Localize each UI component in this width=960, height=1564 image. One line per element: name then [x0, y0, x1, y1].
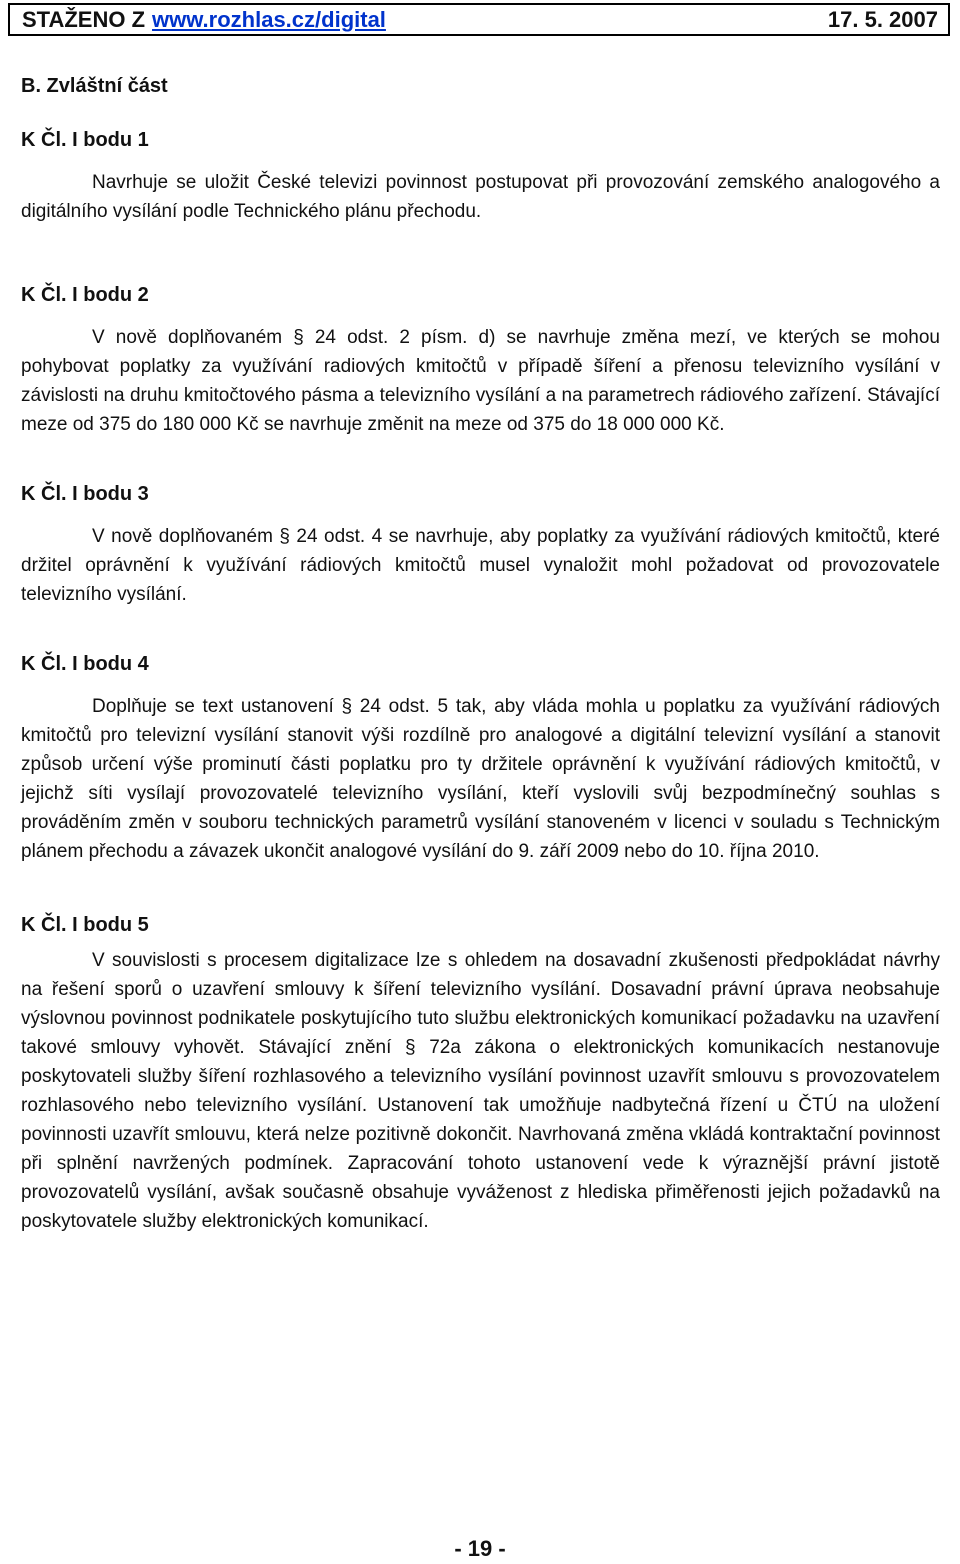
- header-date: 17. 5. 2007: [827, 6, 938, 32]
- section-1-text: Navrhuje se uložit České televizi povinnost postupovat při provozování zemského analogového a digitálního vysílání podle Technického plánu přechodu.: [21, 172, 940, 222]
- document-body: [21, 72, 940, 1236]
- section-4-text: Doplňuje se text ustanovení § 24 odst. 5 tak, aby vláda mohla u poplatku za využívání rádiových kmitočtů pro televizní vysílání stanovit výši rozdílně pro analogové a digitální televizní vysílání a stanovit způsob určení výše prominutí části poplatku pro ty držitele oprávnění k využívání rádiových kmitočtů, v jejichž síti vysílají provozovatelé televizního vysílání, kteří vyslovili svůj bezpodmínečný souhlas s prováděním změn v souboru technických parametrů vysílání stanoveném v licenci v souladu s Technickým plánem přechodu a závazek ukončit analogové vysílání do 9. září 2009 nebo do 10. října 2010.: [21, 696, 940, 862]
- part-title: B. Zvláštní část: [21, 75, 168, 97]
- page-number: - 19 -: [454, 1536, 506, 1561]
- section-3-text: V nově doplňovaném § 24 odst. 4 se navrhuje, aby poplatky za využívání rádiových kmitočtů, které držitel oprávnění k využívání rádiových kmitočtů musel vynaložit mohl požadovat od provozovatele televizního vysílání.: [21, 526, 940, 605]
- section-5-text: V souvislosti s procesem digitalizace lze s ohledem na dosavadní zkušenosti předpokládat návrhy na řešení sporů o uzavření smlouvy k šíření televizního vysílání. Dosavadní právní úprava neobsahuje výslovnou povinnost podnikatele poskytujícího tuto službu elektronických komunikací požadavku na uzavření takové smlouvy vyhovět. Stávající znění § 72a zákona o elektronických komunikacích nestanovuje poskytovateli služby šíření rozhlasového a televizního vysílání povinnost uzavřít smlouvu s provozovatelem rozhlasového nebo televizního vysílání. Ustanovení tak umožňuje nadbytečná řízení u ČTÚ na uložení povinnosti uzavřít smlouvu, která nelze pozitivně dokončit. Navrhovaná změna vkládá kontraktační povinnost při splnění navržených podmínek. Zapracování tohoto ustanovení vede k výraznější právní jistotě provozovatelů vysílání, avšak současně obsahuje vyváženost z hlediska přiměřenosti jejich požadavků na poskytovatele služby elektronických komunikací.: [21, 950, 940, 1232]
- section-2-title: K Čl. I bodu 2: [21, 284, 149, 306]
- section-4-title: K Čl. I bodu 4: [21, 653, 149, 675]
- download-header: [8, 3, 950, 36]
- section-3-title: K Čl. I bodu 3: [21, 483, 149, 505]
- section-5-title: K Čl. I bodu 5: [21, 914, 149, 936]
- section-1-title: K Čl. I bodu 1: [21, 129, 149, 151]
- header-source: [22, 7, 386, 33]
- header-link[interactable]: www.rozhlas.cz/digital: [152, 6, 386, 32]
- section-2-text: V nově doplňovaném § 24 odst. 2 písm. d) se navrhuje změna mezí, ve kterých se mohou pohybovat poplatky za využívání radiových kmitočtů v případě šíření a přenosu televizního vysílání v závislosti na druhu kmitočtového pásma a televizního vysílání a na parametrech rádiového zařízení. Stávající meze od 375 do 180 000 Kč se navrhuje změnit na meze od 375 do 18 000 000 Kč.: [21, 327, 940, 435]
- header-prefix: STAŽENO Z: [22, 6, 146, 32]
